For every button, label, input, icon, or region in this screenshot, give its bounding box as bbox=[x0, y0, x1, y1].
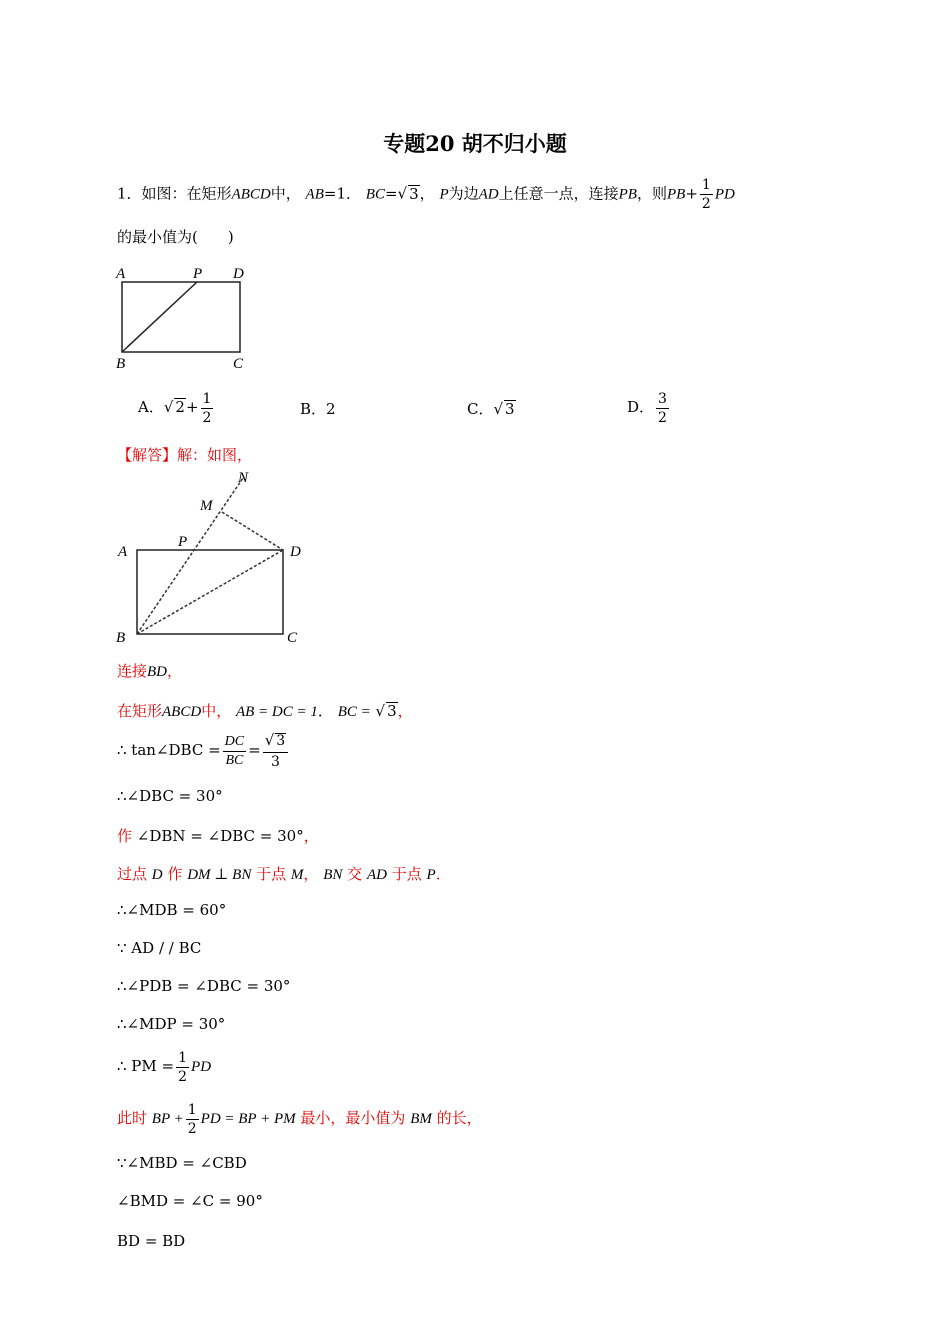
solution-step-11: ∴ PM = $\frac{1}{2}$ PD bbox=[117, 1049, 212, 1085]
label-D2: D bbox=[290, 544, 301, 560]
figure-solution bbox=[110, 466, 310, 646]
solution-step-14: ∠BMD = ∠C = 90° bbox=[117, 1192, 263, 1210]
question-text-line2: 的最小值为( ) bbox=[117, 228, 234, 246]
solution-step-12: 此时 BP + $\frac{1}{2}$ PD = BP + PM 最小，最小值为 BM 的长， bbox=[117, 1101, 482, 1137]
solution-step-10: ∴∠MDP = 30° bbox=[117, 1015, 226, 1033]
label-N: N bbox=[238, 470, 249, 486]
solution-step-2: 在矩形ABCD中， AB = DC = 1． BC = √ 3， bbox=[117, 702, 413, 720]
option-c[interactable]: C．√ 3 bbox=[467, 400, 515, 418]
solution-step-4: ∴∠DBC = 30° bbox=[117, 787, 223, 805]
solution-step-7: ∴∠MDB = 60° bbox=[117, 901, 227, 919]
solution-step-6: 过点 D 作 DM ⊥ BN 于点 M， BN 交 AD 于点 P． bbox=[117, 865, 451, 883]
label-M: M bbox=[200, 498, 213, 514]
solution-step-13: ∵∠MBD = ∠CBD bbox=[117, 1154, 247, 1172]
page-title: 专题20 胡不归小题 bbox=[383, 131, 567, 156]
question-text: 1．如图：在矩形ABCD中， AB=1． BC=√ 3， P为边AD上任意一点，连接PB，则PB+ $\frac{1}{2}$ PD bbox=[117, 177, 735, 212]
label-P2: P bbox=[178, 534, 188, 550]
solution-step-5: 作 ∠DBN = ∠DBC = 30°， bbox=[117, 827, 319, 845]
label-C2: C bbox=[287, 630, 298, 646]
label-B2: B bbox=[116, 630, 126, 646]
solution-step-8: ∵ AD / / BC bbox=[117, 939, 202, 957]
label-B: B bbox=[116, 356, 126, 372]
solution-step-3: ∴ tan∠DBC = $\frac{DC}{BC}$ = $\frac{√ 3}{3}$ bbox=[117, 730, 290, 770]
solution-header: 【解答】解：如图， bbox=[117, 446, 253, 464]
label-C: C bbox=[233, 356, 244, 372]
label-D: D bbox=[233, 266, 244, 282]
solution-step-1: 连接BD， bbox=[117, 662, 183, 680]
option-a[interactable]: A．√ 2+ $\frac{1}{2}$ bbox=[138, 390, 212, 426]
label-P: P bbox=[193, 266, 203, 282]
figure-rectangle bbox=[110, 262, 260, 374]
label-A2: A bbox=[118, 544, 128, 560]
option-b[interactable]: B．2 bbox=[300, 400, 336, 418]
option-d[interactable]: D． $\frac{3}{2}$ bbox=[627, 390, 667, 426]
solution-step-9: ∴∠PDB = ∠DBC = 30° bbox=[117, 977, 291, 995]
label-A: A bbox=[116, 266, 126, 282]
solution-step-15: BD = BD bbox=[117, 1232, 186, 1250]
